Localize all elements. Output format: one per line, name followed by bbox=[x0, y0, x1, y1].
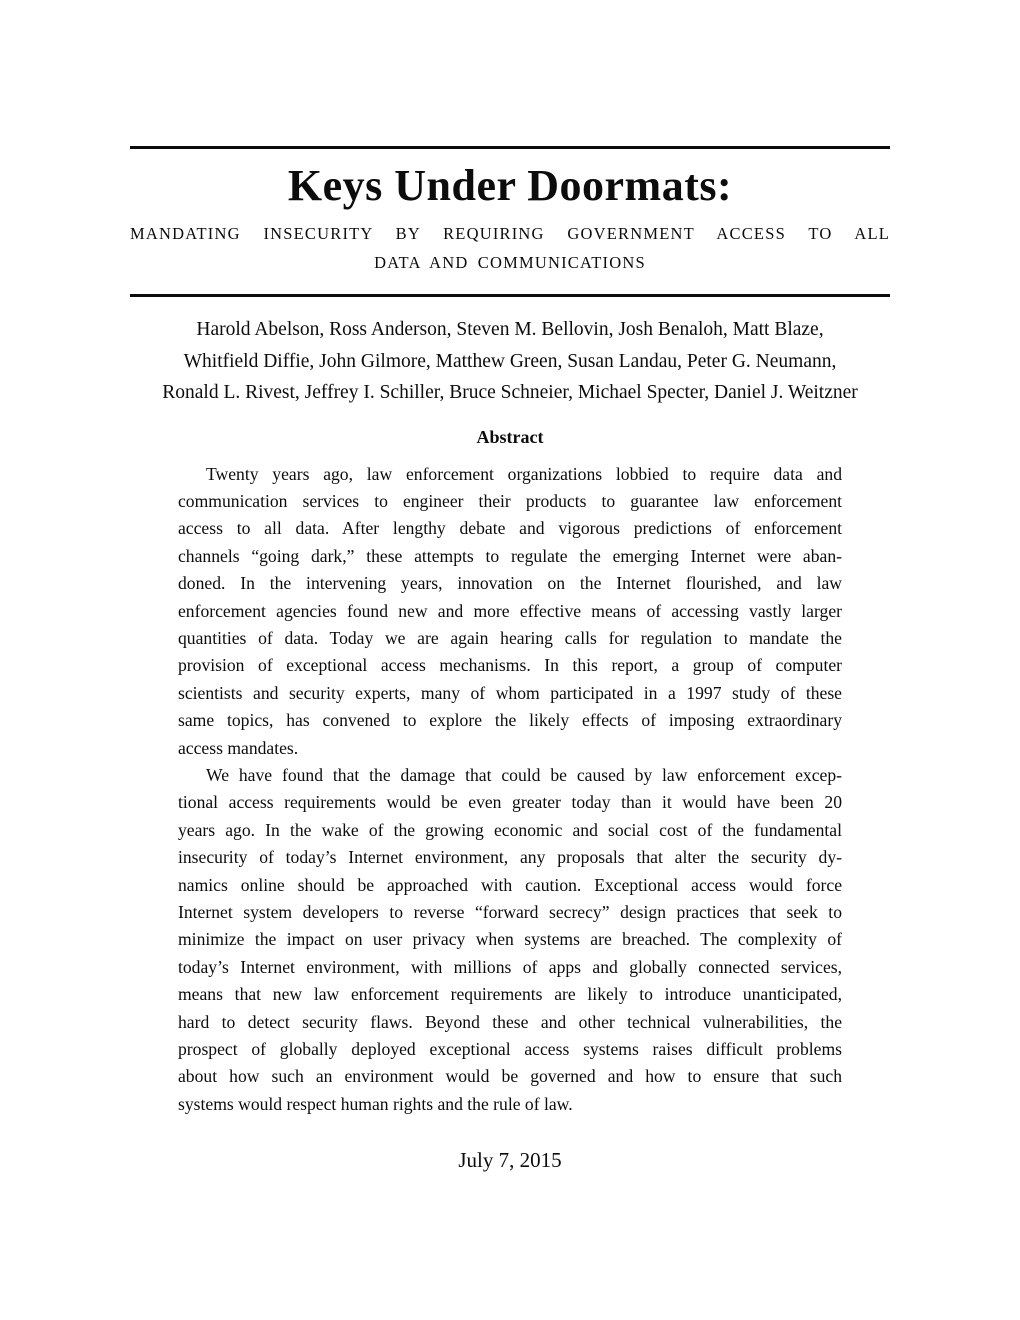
text-block bbox=[130, 0, 890, 1175]
paper-subtitle-line-1: MANDATING INSECURITY BY REQUIRING GOVERNMENT ACCESS TO ALL bbox=[130, 224, 890, 243]
abstract-line: namics online should be approached with caution. Exceptional access would force bbox=[178, 874, 842, 895]
abstract-line: same topics, has convened to explore the likely effects of imposing extraordinary bbox=[178, 710, 842, 731]
publication-date: July 7, 2015 bbox=[458, 1148, 562, 1173]
abstract-line: Internet system developers to reverse “forward secrecy” design practices that seek to bbox=[178, 902, 842, 922]
abstract-line: means that new law enforcement requirements are likely to introduce unanticipated, bbox=[178, 984, 842, 1005]
abstract-line: access to all data. After lengthy debate and vigorous predictions of enforcement bbox=[178, 518, 842, 539]
abstract-line: provision of exceptional access mechanisms. In this report, a group of computer bbox=[178, 655, 842, 676]
abstract-line: systems would respect human rights and the rule of law. bbox=[178, 1093, 573, 1114]
abstract-line: We have found that the damage that could be caused by law enforcement excep- bbox=[206, 764, 842, 785]
author-list bbox=[130, 314, 890, 409]
abstract-paragraph bbox=[178, 762, 842, 1118]
author-line: Harold Abelson, Ross Anderson, Steven M. Bellovin, Josh Benaloh, Matt Blaze, bbox=[196, 319, 824, 340]
abstract-line: insecurity of today’s Internet environment, any proposals that alter the security dy- bbox=[178, 847, 842, 868]
abstract-line: hard to detect security flaws. Beyond these and other technical vulnerabilities, the bbox=[178, 1011, 842, 1032]
abstract-line: doned. In the intervening years, innovation on the Internet flourished, and law bbox=[178, 573, 842, 594]
abstract-section bbox=[178, 424, 842, 1119]
abstract-body bbox=[178, 461, 842, 1119]
paper-subtitle bbox=[130, 219, 890, 277]
abstract-line: about how such an environment would be governed and how to ensure that such bbox=[178, 1066, 842, 1087]
abstract-line: enforcement agencies found new and more effective means of accessing vastly larger bbox=[178, 600, 842, 621]
abstract-line: minimize the impact on user privacy when systems are breached. The complexity of bbox=[178, 929, 842, 950]
abstract-line: prospect of globally deployed exceptional access systems raises difficult problems bbox=[178, 1039, 842, 1060]
abstract-line: scientists and security experts, many of whom participated in a 1997 study of these bbox=[178, 682, 842, 703]
abstract-paragraph bbox=[178, 461, 842, 762]
abstract-line: today’s Internet environment, with millions of apps and globally connected services, bbox=[178, 956, 842, 977]
author-line: Whitfield Diffie, John Gilmore, Matthew Green, Susan Landau, Peter G. Neumann, bbox=[183, 350, 837, 372]
abstract-line: tional access requirements would be even greater today than it would have been 20 bbox=[178, 792, 842, 813]
abstract-line: Twenty years ago, law enforcement organizations lobbied to require data and bbox=[206, 463, 842, 484]
title-rule-bottom bbox=[130, 294, 890, 297]
abstract-line: quantities of data. Today we are again hearing calls for regulation to mandate the bbox=[178, 627, 842, 648]
author-line: Ronald L. Rivest, Jeffrey I. Schiller, Bruce Schneier, Michael Specter, Daniel J. Weitzner bbox=[162, 382, 858, 403]
title-rule-top bbox=[130, 146, 890, 149]
paper-title: Keys Under Doormats: bbox=[287, 161, 733, 210]
abstract-line: years ago. In the wake of the growing economic and social cost of the fundamental bbox=[178, 819, 842, 840]
abstract-heading: Abstract bbox=[476, 426, 544, 447]
abstract-line: channels “going dark,” these attempts to regulate the emerging Internet were aban- bbox=[178, 545, 842, 566]
abstract-line: communication services to engineer their products to guarantee law enforcement bbox=[178, 490, 842, 511]
paper-subtitle-line-2: DATA AND COMMUNICATIONS bbox=[374, 253, 646, 272]
abstract-line: access mandates. bbox=[178, 737, 299, 758]
